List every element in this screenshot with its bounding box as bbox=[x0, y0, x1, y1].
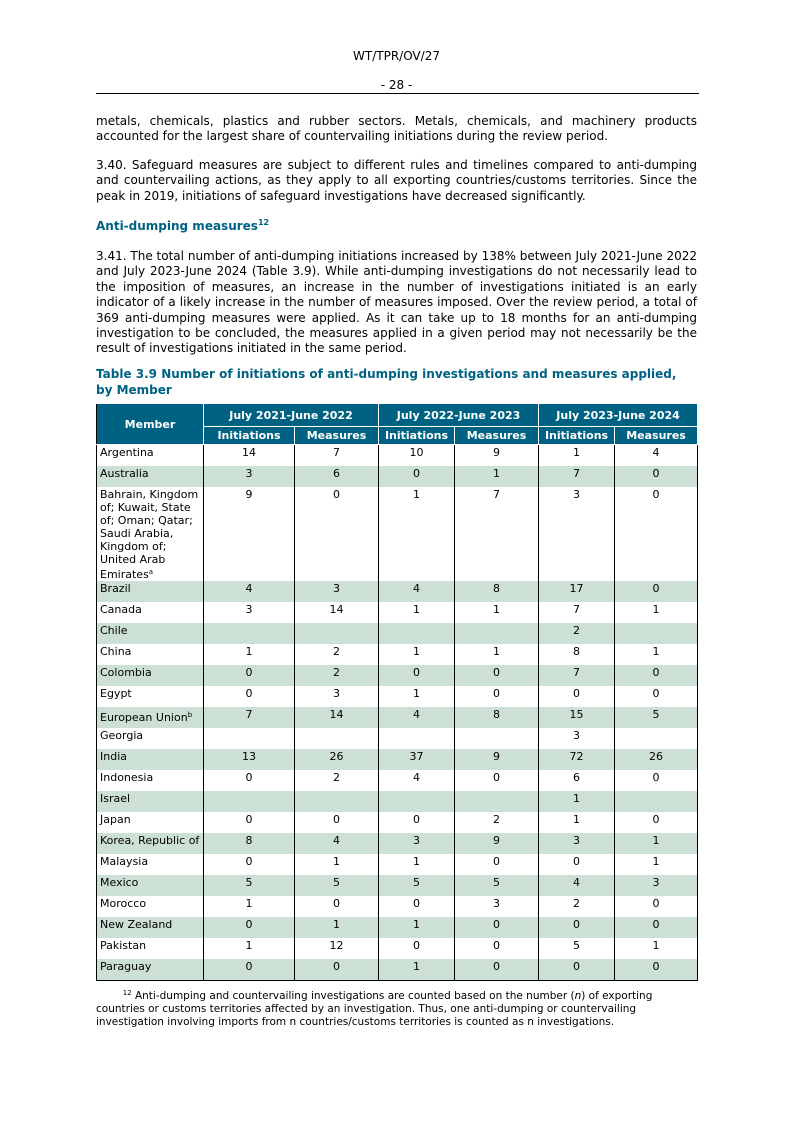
measures-cell bbox=[455, 728, 539, 749]
member-name: Argentina bbox=[100, 446, 154, 459]
initiations-cell: 0 bbox=[539, 959, 615, 981]
section-heading-text: Anti-dumping measures bbox=[96, 219, 258, 233]
measures-cell: 0 bbox=[615, 812, 698, 833]
column-header-period: July 2023-June 2024 bbox=[539, 404, 698, 427]
measures-cell: 1 bbox=[455, 466, 539, 487]
measures-cell: 9 bbox=[455, 833, 539, 854]
measures-cell: 3 bbox=[615, 875, 698, 896]
page-number: - 28 - bbox=[380, 78, 413, 92]
initiations-cell: 5 bbox=[204, 875, 295, 896]
table-row bbox=[97, 445, 698, 467]
member-cell bbox=[97, 665, 204, 686]
initiations-cell: 7 bbox=[539, 466, 615, 487]
measures-cell: 2 bbox=[455, 812, 539, 833]
column-header-member: Member bbox=[97, 404, 204, 445]
member-cell bbox=[97, 812, 204, 833]
member-name: Israel bbox=[100, 792, 131, 805]
initiations-cell: 8 bbox=[539, 644, 615, 665]
initiations-cell: 0 bbox=[204, 686, 295, 707]
member-name: Morocco bbox=[100, 897, 147, 910]
initiations-cell: 1 bbox=[379, 487, 455, 581]
member-name: Mexico bbox=[100, 876, 139, 889]
initiations-cell: 0 bbox=[379, 812, 455, 833]
measures-cell: 8 bbox=[455, 581, 539, 602]
initiations-cell: 2 bbox=[539, 896, 615, 917]
table-row bbox=[97, 875, 698, 896]
paragraph-3-41: 3.41. The total number of anti-dumping initiations increased by 138% between July 2021-June 2022 and July 2023-June 2024 (Table 3.9). While anti-dumping investigations do not necessarily lead to the imposition of measures, an increase in the number of investigations initiated is an early indicator of a likely increase in the number of measures imposed. Over the review period, a total of 369 anti-dumping measures were applied. As it can take up to 18 months for an anti-dumping investigation to be concluded, the measures applied in a given period may not necessarily be the result of investigations initiated in the same period. bbox=[96, 249, 697, 356]
measures-cell: 12 bbox=[295, 938, 379, 959]
initiations-cell: 1 bbox=[379, 602, 455, 623]
measures-cell: 26 bbox=[615, 749, 698, 770]
measures-cell: 0 bbox=[295, 487, 379, 581]
member-name: Colombia bbox=[100, 666, 152, 679]
initiations-cell: 0 bbox=[379, 938, 455, 959]
member-name: Brazil bbox=[100, 582, 131, 595]
measures-cell bbox=[455, 791, 539, 812]
initiations-cell: 7 bbox=[204, 707, 295, 728]
measures-cell: 7 bbox=[455, 487, 539, 581]
measures-cell: 4 bbox=[295, 833, 379, 854]
measures-cell: 14 bbox=[295, 602, 379, 623]
initiations-cell: 1 bbox=[204, 938, 295, 959]
member-name: Egypt bbox=[100, 687, 132, 700]
initiations-cell: 0 bbox=[379, 665, 455, 686]
measures-cell bbox=[615, 791, 698, 812]
table-row bbox=[97, 833, 698, 854]
measures-cell: 0 bbox=[615, 466, 698, 487]
measures-cell: 3 bbox=[455, 896, 539, 917]
measures-cell: 1 bbox=[295, 917, 379, 938]
initiations-cell: 1 bbox=[539, 445, 615, 467]
measures-cell: 1 bbox=[615, 644, 698, 665]
member-cell bbox=[97, 644, 204, 665]
table-row bbox=[97, 959, 698, 981]
measures-cell: 4 bbox=[615, 445, 698, 467]
column-header-period: July 2022-June 2023 bbox=[379, 404, 539, 427]
paragraph-3-40: 3.40. Safeguard measures are subject to different rules and timelines compared to anti-dumping and countervailing actions, as they apply to all exporting countries/customs territories. Since the peak in 2019, initiations of safeguard investigations have decreased significantly. bbox=[96, 158, 697, 203]
column-header-initiations: Initiations bbox=[539, 427, 615, 445]
column-header-period: July 2021-June 2022 bbox=[204, 404, 379, 427]
footnote-italic: n bbox=[574, 990, 582, 1002]
initiations-cell: 3 bbox=[539, 728, 615, 749]
member-name: Korea, Republic of bbox=[100, 834, 200, 847]
document-code: WT/TPR/OV/27 bbox=[353, 49, 440, 63]
member-name: Bahrain, Kingdom of; Kuwait, State of; Oman; Qatar; Saudi Arabia, Kingdom of; United Arab Emirates bbox=[100, 488, 199, 581]
table-row bbox=[97, 466, 698, 487]
initiations-cell: 1 bbox=[539, 812, 615, 833]
initiations-cell: 0 bbox=[539, 917, 615, 938]
measures-cell: 2 bbox=[295, 770, 379, 791]
measures-cell: 2 bbox=[295, 644, 379, 665]
member-cell bbox=[97, 445, 204, 467]
table-row bbox=[97, 623, 698, 644]
initiations-cell: 17 bbox=[539, 581, 615, 602]
member-name: Pakistan bbox=[100, 939, 147, 952]
measures-cell: 26 bbox=[295, 749, 379, 770]
measures-cell bbox=[295, 623, 379, 644]
table-row bbox=[97, 938, 698, 959]
measures-cell bbox=[295, 791, 379, 812]
initiations-cell: 72 bbox=[539, 749, 615, 770]
measures-cell: 7 bbox=[295, 445, 379, 467]
initiations-cell: 0 bbox=[204, 812, 295, 833]
measures-cell: 0 bbox=[455, 917, 539, 938]
table-row bbox=[97, 644, 698, 665]
initiations-cell: 5 bbox=[379, 875, 455, 896]
column-header-measures: Measures bbox=[295, 427, 379, 445]
column-header-measures: Measures bbox=[615, 427, 698, 445]
initiations-cell: 13 bbox=[204, 749, 295, 770]
initiations-cell bbox=[379, 728, 455, 749]
measures-cell: 0 bbox=[455, 686, 539, 707]
measures-cell bbox=[615, 623, 698, 644]
member-cell bbox=[97, 770, 204, 791]
table-row bbox=[97, 487, 698, 581]
initiations-cell: 1 bbox=[204, 644, 295, 665]
measures-cell: 0 bbox=[615, 770, 698, 791]
header-divider bbox=[96, 93, 699, 94]
table-row bbox=[97, 791, 698, 812]
member-cell bbox=[97, 581, 204, 602]
initiations-cell: 4 bbox=[379, 581, 455, 602]
initiations-cell: 1 bbox=[379, 644, 455, 665]
measures-cell: 0 bbox=[455, 959, 539, 981]
member-cell bbox=[97, 466, 204, 487]
initiations-cell: 1 bbox=[379, 959, 455, 981]
member-cell bbox=[97, 833, 204, 854]
table-caption: Table 3.9 Number of initiations of anti-dumping investigations and measures applied, by Member bbox=[96, 367, 677, 397]
initiations-cell: 3 bbox=[204, 466, 295, 487]
initiations-cell: 0 bbox=[379, 466, 455, 487]
initiations-cell: 1 bbox=[204, 896, 295, 917]
initiations-cell bbox=[379, 791, 455, 812]
initiations-cell: 0 bbox=[379, 896, 455, 917]
initiations-cell: 1 bbox=[539, 791, 615, 812]
initiations-cell: 5 bbox=[539, 938, 615, 959]
initiations-cell: 8 bbox=[204, 833, 295, 854]
member-name: Georgia bbox=[100, 729, 144, 742]
initiations-cell: 3 bbox=[539, 833, 615, 854]
measures-cell: 2 bbox=[295, 665, 379, 686]
measures-cell: 1 bbox=[295, 854, 379, 875]
initiations-cell: 0 bbox=[204, 917, 295, 938]
member-name: Malaysia bbox=[100, 855, 149, 868]
member-name: European Union bbox=[100, 711, 188, 724]
footnote-divider bbox=[96, 980, 288, 981]
member-name: Chile bbox=[100, 624, 128, 637]
member-name: Canada bbox=[100, 603, 142, 616]
initiations-cell: 37 bbox=[379, 749, 455, 770]
member-cell bbox=[97, 854, 204, 875]
measures-cell: 0 bbox=[615, 581, 698, 602]
member-cell bbox=[97, 917, 204, 938]
initiations-cell bbox=[204, 728, 295, 749]
initiations-cell: 4 bbox=[379, 770, 455, 791]
initiations-cell: 0 bbox=[539, 686, 615, 707]
measures-cell: 0 bbox=[295, 959, 379, 981]
paragraph-continuation: metals, chemicals, plastics and rubber sectors. Metals, chemicals, and machinery products accounted for the largest share of countervailing initiations during the review period. bbox=[96, 114, 697, 144]
initiations-cell: 2 bbox=[539, 623, 615, 644]
member-cell bbox=[97, 707, 204, 728]
measures-cell: 9 bbox=[455, 749, 539, 770]
initiations-cell bbox=[379, 623, 455, 644]
measures-cell: 1 bbox=[615, 938, 698, 959]
measures-cell: 0 bbox=[455, 665, 539, 686]
measures-cell: 1 bbox=[455, 644, 539, 665]
initiations-cell: 4 bbox=[204, 581, 295, 602]
member-name: Paraguay bbox=[100, 960, 152, 973]
measures-cell: 0 bbox=[615, 917, 698, 938]
measures-cell: 3 bbox=[295, 581, 379, 602]
table-note-marker: a bbox=[148, 568, 154, 576]
table-row bbox=[97, 770, 698, 791]
footnote-text: Anti-dumping and countervailing investigations are counted based on the number ( bbox=[134, 990, 575, 1002]
initiations-cell bbox=[204, 623, 295, 644]
table-row bbox=[97, 728, 698, 749]
table-row bbox=[97, 707, 698, 728]
measures-cell: 1 bbox=[615, 602, 698, 623]
measures-cell: 5 bbox=[455, 875, 539, 896]
member-cell bbox=[97, 791, 204, 812]
column-header-measures: Measures bbox=[455, 427, 539, 445]
measures-cell: 9 bbox=[455, 445, 539, 467]
member-name: Australia bbox=[100, 467, 149, 480]
initiations-cell: 3 bbox=[539, 487, 615, 581]
initiations-cell: 7 bbox=[539, 602, 615, 623]
anti-dumping-table bbox=[96, 403, 698, 981]
member-cell bbox=[97, 959, 204, 981]
member-cell bbox=[97, 602, 204, 623]
table-row bbox=[97, 581, 698, 602]
measures-cell: 0 bbox=[615, 665, 698, 686]
initiations-cell: 9 bbox=[204, 487, 295, 581]
member-cell bbox=[97, 623, 204, 644]
table-body bbox=[97, 445, 698, 981]
member-cell bbox=[97, 749, 204, 770]
table-note-marker: b bbox=[187, 711, 193, 719]
measures-cell: 6 bbox=[295, 466, 379, 487]
member-cell bbox=[97, 938, 204, 959]
measures-cell: 0 bbox=[455, 770, 539, 791]
measures-cell: 0 bbox=[455, 938, 539, 959]
table-row bbox=[97, 749, 698, 770]
measures-cell: 5 bbox=[615, 707, 698, 728]
table-row bbox=[97, 602, 698, 623]
measures-cell: 8 bbox=[455, 707, 539, 728]
table-row bbox=[97, 686, 698, 707]
footnote-text-cont: ) of exporting countries or customs territories affected by an investigation. Thus, one anti-dumping or countervailing investigation involving imports from n countries/customs territories is counted as n investigations. bbox=[96, 990, 653, 1029]
measures-cell: 0 bbox=[615, 959, 698, 981]
measures-cell: 0 bbox=[455, 854, 539, 875]
member-cell bbox=[97, 896, 204, 917]
initiations-cell: 0 bbox=[204, 854, 295, 875]
footnote bbox=[96, 987, 697, 1030]
initiations-cell: 1 bbox=[379, 854, 455, 875]
measures-cell: 3 bbox=[295, 686, 379, 707]
initiations-cell: 4 bbox=[539, 875, 615, 896]
initiations-cell: 0 bbox=[204, 665, 295, 686]
member-cell bbox=[97, 487, 204, 581]
footnote-reference[interactable]: 12 bbox=[257, 218, 270, 227]
initiations-cell: 7 bbox=[539, 665, 615, 686]
initiations-cell: 3 bbox=[204, 602, 295, 623]
initiations-cell: 1 bbox=[379, 917, 455, 938]
measures-cell: 1 bbox=[455, 602, 539, 623]
table-row bbox=[97, 665, 698, 686]
measures-cell: 5 bbox=[295, 875, 379, 896]
initiations-cell: 0 bbox=[539, 854, 615, 875]
measures-cell: 14 bbox=[295, 707, 379, 728]
measures-cell bbox=[615, 728, 698, 749]
initiations-cell: 10 bbox=[379, 445, 455, 467]
initiations-cell: 3 bbox=[379, 833, 455, 854]
measures-cell: 0 bbox=[295, 896, 379, 917]
initiations-cell: 6 bbox=[539, 770, 615, 791]
measures-cell: 0 bbox=[615, 487, 698, 581]
measures-cell bbox=[295, 728, 379, 749]
table-row bbox=[97, 854, 698, 875]
table-row bbox=[97, 812, 698, 833]
table-row bbox=[97, 896, 698, 917]
initiations-cell: 0 bbox=[204, 959, 295, 981]
column-header-initiations: Initiations bbox=[204, 427, 295, 445]
initiations-cell: 1 bbox=[379, 686, 455, 707]
initiations-cell: 15 bbox=[539, 707, 615, 728]
member-cell bbox=[97, 875, 204, 896]
initiations-cell: 14 bbox=[204, 445, 295, 467]
table-row bbox=[97, 917, 698, 938]
measures-cell bbox=[455, 623, 539, 644]
member-name: Japan bbox=[100, 813, 131, 826]
member-cell bbox=[97, 686, 204, 707]
initiations-cell: 4 bbox=[379, 707, 455, 728]
footnote-number: 12 bbox=[122, 989, 132, 997]
member-name: Indonesia bbox=[100, 771, 154, 784]
member-name: China bbox=[100, 645, 132, 658]
member-name: India bbox=[100, 750, 127, 763]
measures-cell: 1 bbox=[615, 854, 698, 875]
measures-cell: 0 bbox=[615, 896, 698, 917]
member-name: New Zealand bbox=[100, 918, 173, 931]
measures-cell: 1 bbox=[615, 833, 698, 854]
measures-cell: 0 bbox=[615, 686, 698, 707]
section-heading bbox=[96, 218, 697, 233]
measures-cell: 0 bbox=[295, 812, 379, 833]
member-cell bbox=[97, 728, 204, 749]
initiations-cell bbox=[204, 791, 295, 812]
column-header-initiations: Initiations bbox=[379, 427, 455, 445]
initiations-cell: 0 bbox=[204, 770, 295, 791]
